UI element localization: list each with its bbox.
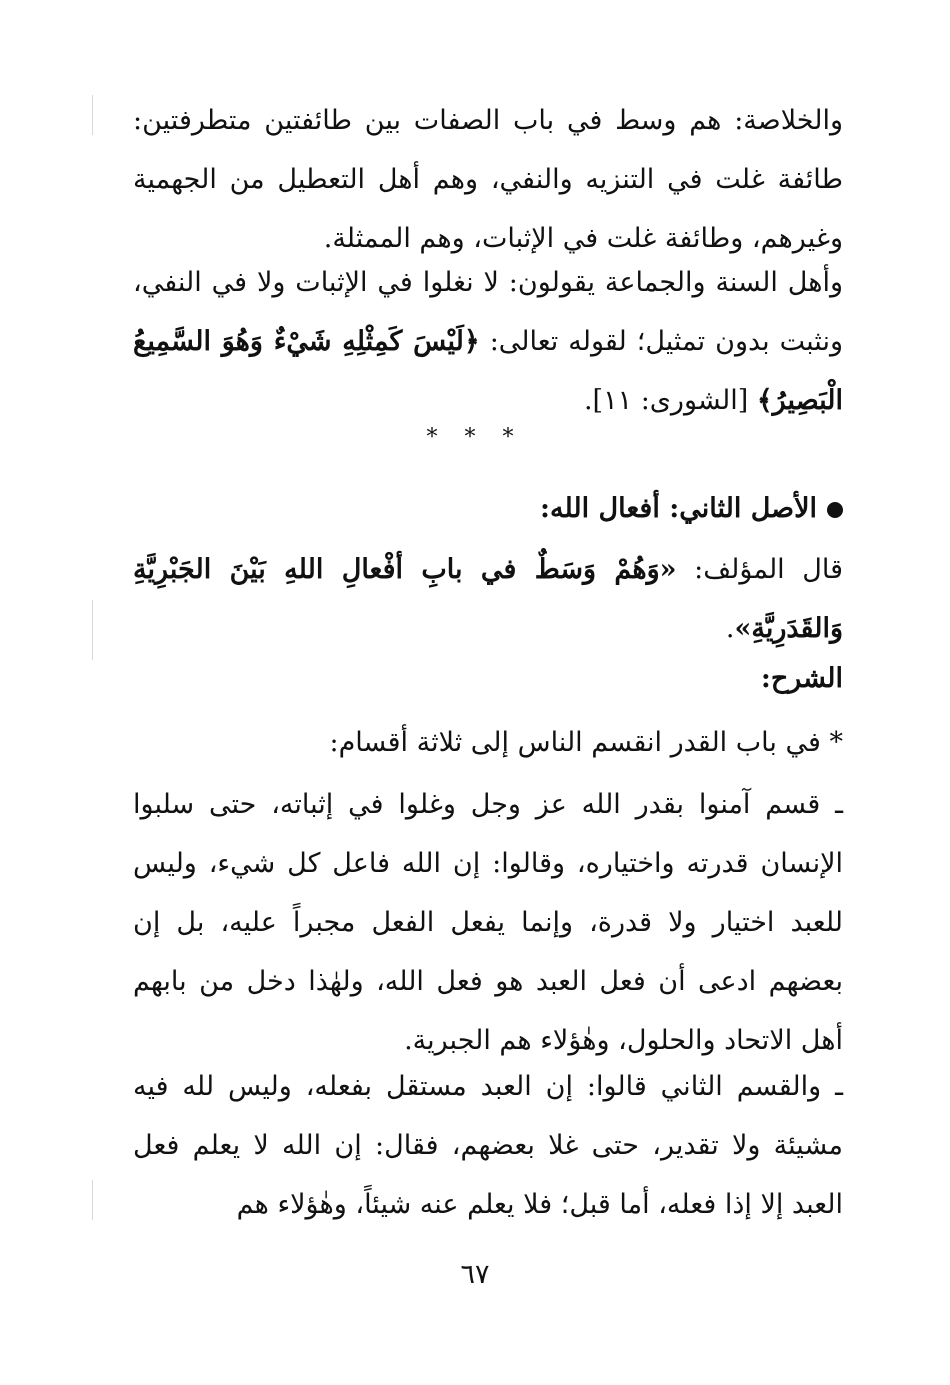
quran-verse: ﴿لَيْسَ كَمِثْلِهِ شَيْءٌ وَهُوَ السَّمِيعُ الْبَصِيرُ﴾ [133, 326, 843, 416]
section-separator: * * * [426, 425, 524, 450]
section-heading [133, 484, 843, 534]
intro-point: * في باب القدر انقسم الناس إلى ثلاثة أقسام: [329, 727, 843, 758]
scan-edge-mark [92, 1180, 93, 1220]
paragraph-text: وأهل السنة والجماعة يقولون: لا نغلوا في الإثبات ولا في النفي، ونثبت بدون تمثيل؛ لقوله تعالى: [133, 267, 844, 357]
verse-reference: [الشورى: ١١]. [583, 385, 757, 416]
paragraph-ahl-sunnah [133, 253, 843, 430]
quote-intro: قال المؤلف: [676, 554, 843, 585]
page-number: ٦٧ [460, 1259, 490, 1290]
section-heading-text: الأصل الثاني: أفعال الله: [540, 493, 817, 524]
paragraph-summary: والخلاصة: هم وسط في باب الصفات بين طائفتين متطرفتين: طائفة غلت في التنزيه والنفي، وهم أهل التعطيل من الجهمية وغيرهم، وطائفة غلت في الإثبات، وهم الممثلة. [133, 105, 843, 254]
author-quote [133, 540, 843, 658]
scan-edge-mark [92, 95, 93, 135]
quote-text: «وَهُمْ وَسَطٌ في بابِ أفْعالِ اللهِ بَيْنَ الجَبْرِيَّةِ وَالقَدَرِيَّةِ» [133, 554, 843, 644]
point-qadariyyah: ـ والقسم الثاني قالوا: إن العبد مستقل بفعله، وليس لله فيه مشيئة ولا تقدير، حتى غلا بعضهم، فقال: إن الله لا يعلم فعل العبد إلا إذا فعله، أما قبل؛ فلا يعلم عنه شيئاً، وهٰؤلاء هم [133, 1071, 843, 1220]
bullet-dot-icon [827, 502, 843, 518]
quote-end: . [725, 613, 735, 644]
scan-edge-mark [92, 600, 93, 660]
point-jabriyyah: ـ قسم آمنوا بقدر الله عز وجل وغلوا في إثباته، حتى سلبوا الإنسان قدرته واختياره، وقالوا: إن الله فاعل كل شيء، وليس للعبد اختيار ولا قدرة، وإنما يفعل الفعل مجبراً عليه، بل إن بعضهم ادعى أن فعل العبد هو فعل الله، ولهٰذا دخل من بابهم أهل الاتحاد والحلول، وهٰؤلاء هم الجبرية. [133, 789, 843, 1056]
sharh-label: الشرح: [760, 663, 843, 694]
